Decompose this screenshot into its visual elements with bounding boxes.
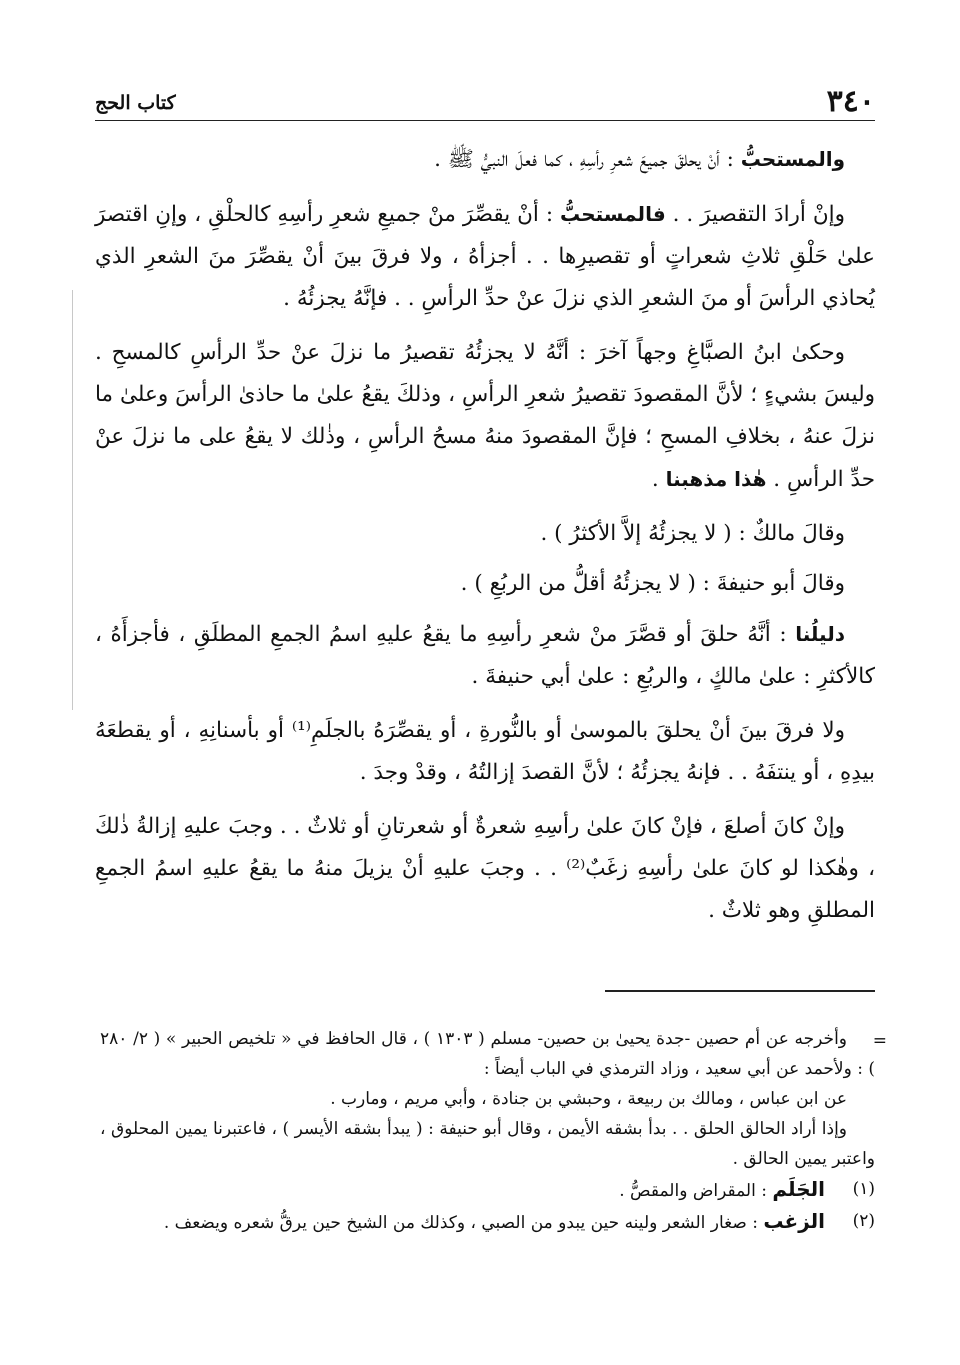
bold-term: والمستحبُّ bbox=[740, 147, 845, 171]
bold-term: هٰذا مذهبنا bbox=[665, 467, 767, 491]
running-title: كتاب الحج bbox=[95, 92, 176, 114]
paragraph-text: : أنْ يحلقَ جميعَ شعرِ رأسِهِ ، كما فعلَ النبيُّ ﷺ . bbox=[434, 147, 741, 172]
page-header bbox=[95, 80, 875, 121]
paragraph-6 bbox=[95, 613, 875, 698]
footnote-separator bbox=[605, 990, 875, 992]
footnote-text bbox=[100, 1206, 825, 1238]
paragraph-4: وقالَ مالكٌ : ( لا يجزئُهُ إلاَّ الأكثرُ ) . bbox=[540, 521, 845, 546]
footnote-continued: وأخرجه عن أم حصين -جدة يحيىٰ بن حصين- مسلم ( ١٣٠٣ ) ، قال الحافظ في « تلخيص الحبير » ( ٢/ ٢٨٠ ) : ولأحمد عن أبي سعيد ، وزاد الترمذي في الباب أيضاً : bbox=[100, 1029, 875, 1079]
paragraph-text: : أنَّهُ حلقَ أو قصَّرَ منْ شعرِ رأسِهِ ما يقعُ عليهِ اسمُ الجمعِ المطلَقِ ، فأجزأَهُ ، كالأكثرِ : علىٰ مالكٍ ، والربُعِ : علىٰ أبي حنيفةَ . bbox=[95, 622, 875, 689]
footnote-gloss: : صغار الشعر ولينه حين يبدو من الصبي ، وكذلك من الشيخ حين يرقُّ شعره ويضعف . bbox=[163, 1213, 764, 1233]
footnote-gloss: : المقراض والمقصُّ . bbox=[619, 1181, 773, 1201]
continuation-mark: = bbox=[872, 1031, 887, 1051]
footnote-text bbox=[100, 1174, 825, 1206]
page-number: ٣٤٠ bbox=[826, 84, 875, 119]
margin-rule bbox=[72, 290, 73, 710]
bold-term: دليلُنا bbox=[795, 622, 845, 646]
footnote-continued: وإذا أراد الحالق الحلق . . بدأ بشقه الأيمن ، وقال أبو حنيفة : ( يبدأ بشقه الأيسر ) ، فاعتبرنا يمين المحلوق ، واعتبر يمين الحالق . bbox=[100, 1119, 875, 1169]
paragraph-1 bbox=[95, 138, 875, 181]
footnote-term: الجَلَم bbox=[772, 1177, 825, 1201]
paragraph-text: وإنْ أرادَ التقصيرَ . . bbox=[665, 202, 845, 227]
footnote-continued: عن ابن عباس ، ومالك بن ربيعة ، وحبشي بن جنادة ، وأبي مريم ، ومارب . bbox=[330, 1089, 847, 1109]
paragraph-3 bbox=[95, 332, 875, 501]
paragraph-5: وقالَ أبو حنيفةَ : ( لا يجزئُهُ أقلُّ من الربُعِ ) . bbox=[460, 571, 845, 596]
paragraph-text: : أنْ يقصِّرَ منْ جميعِ شعرِ رأسِهِ كالحلْقِ ، وإنِ اقتصرَ علىٰ حَلْقِ ثلاثِ شعراتٍ أو تقصيرِها . . أجزأهُ ، ولا فرقَ بينَ أنْ يقصِّرَ منَ الشعرِ الذي يُحاذي الرأسَ أو منَ الشعرِ الذي نزلَ عنْ حدِّ الرأسِ . . فإنَّهُ يجزئُهُ . bbox=[95, 202, 875, 311]
paragraph-text: وحكىٰ ابنُ الصبَّاغِ وجهاً آخرَ : أنَّهُ لا يجزئُهُ تقصيرُ ما نزلَ عنْ حدِّ الرأسِ كالمسحِ . وليسَ بشيءٍ ؛ لأنَّ المقصودَ تقصيرُ شعرِ الرأسِ ، وذلكَ يقعُ علىٰ ما حاذىٰ الرأسَ وعلىٰ ما نزلَ عنهُ ، بخلافِ المسحِ ؛ فإنَّ المقصودَ منهُ مسحُ الرأسِ ، وذٰلك لا يقعُ على ما نزلَ عنْ حدِّ الرأسِ . bbox=[95, 340, 875, 492]
paragraph-7: ولا فرقَ بينَ أنْ يحلقَ بالموسىٰ أو بالنُّورةِ ، أو يقصِّرَهُ بالجلَمِ⁽¹⁾ أو بأسنانِهِ ، أو يقطعَهُ بيدِهِ ، أو ينتفَهُ . . فإنهُ يجزئُهُ ؛ لأنَّ القصدَ إزالتُهُ ، وقدْ وجدَ . bbox=[95, 718, 875, 785]
footnote-number: (٢) bbox=[852, 1211, 875, 1231]
footnote-2 bbox=[100, 1206, 875, 1238]
footnote-1 bbox=[100, 1174, 875, 1206]
main-text bbox=[95, 138, 875, 944]
paragraph-2 bbox=[95, 193, 875, 320]
paragraph-text: . bbox=[651, 467, 666, 492]
footnote-number: (١) bbox=[852, 1179, 875, 1199]
paragraph-8: وإنْ كانَ أصلعَ ، فإنْ كانَ علىٰ رأسِهِ شعرةٌ أو شعرتانِ أو ثلاثٌ . . وجبَ عليهِ إزالةُ ذٰلكَ ، وهٰكذا لو كانَ علىٰ رأسِهِ زغَبٌ⁽²⁾ . . وجبَ عليهِ أنْ يزيلَ منهُ ما يقعُ عليهِ اسمُ الجمعِ المطلقِ وهو ثلاثٌ . bbox=[95, 814, 876, 923]
footnotes bbox=[100, 1024, 887, 1238]
footnote-term: الزغب bbox=[763, 1209, 825, 1233]
bold-term: فالمستحبُّ bbox=[560, 202, 666, 226]
